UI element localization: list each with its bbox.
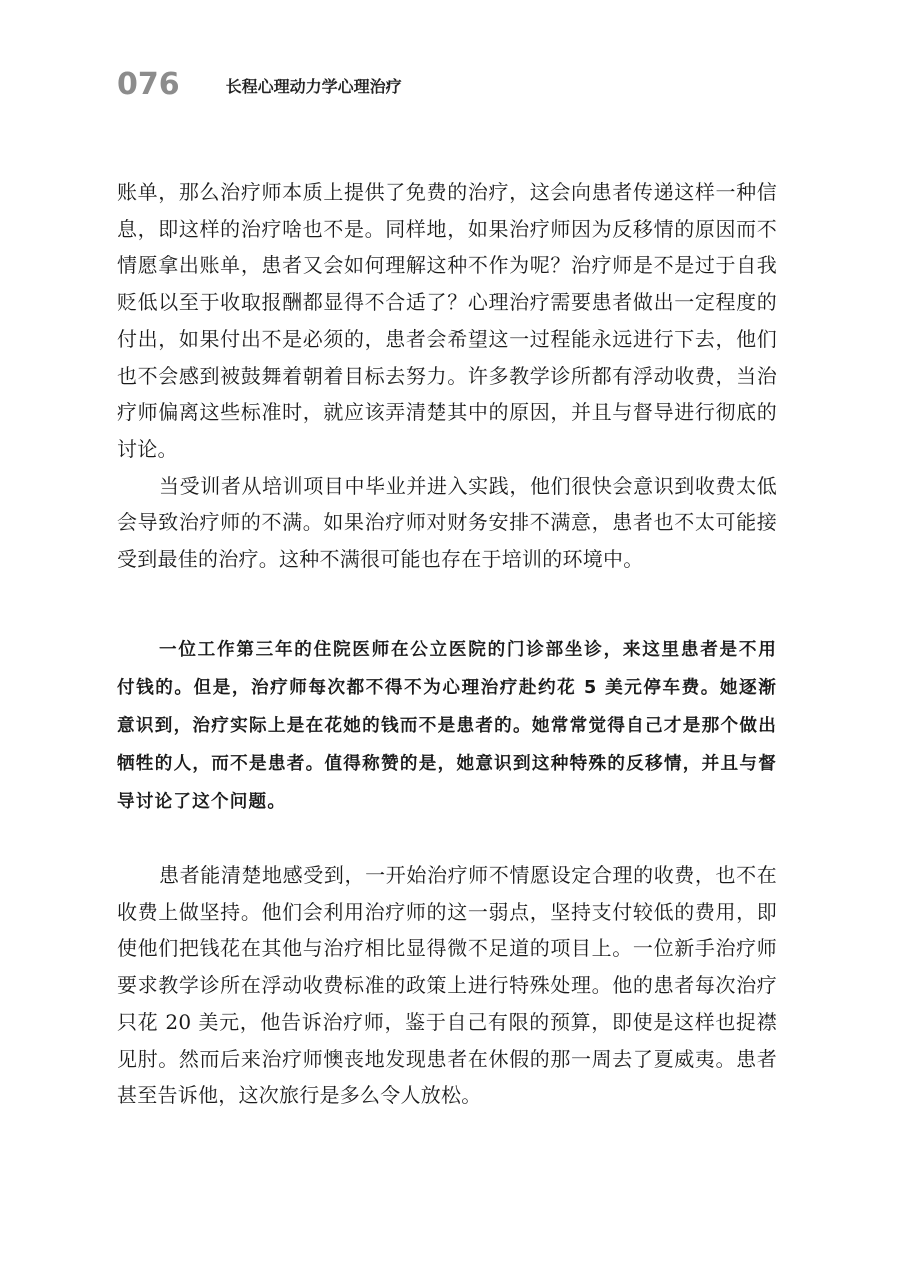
page-header <box>117 62 402 106</box>
case-example-block <box>117 631 777 821</box>
case-example-text: 一位工作第三年的住院医师在公立医院的门诊部坐诊，来这里患者是不用付钱的。但是，治疗师每次都不得不为心理治疗赴约花 5 美元停车费。她逐渐意识到，治疗实际上是在花她的钱而不是患者的。她常常觉得自己才是那个做出牺牲的人，而不是患者。值得称赞的是，她意识到这种特殊的反移情，并且与督导讨论了这个问题。 <box>117 640 777 812</box>
book-title: 长程心理动力学心理治疗 <box>225 76 402 96</box>
paragraph-1: 账单，那么治疗师本质上提供了免费的治疗，这会向患者传递这样一种信息，即这样的治疗啥也不是。同样地，如果治疗师因为反移情的原因而不情愿拿出账单，患者又会如何理解这种不作为呢？治疗师是不是过于自我贬低以至于收取报酬都显得不合适了？心理治疗需要患者做出一定程度的付出，如果付出不是必须的，患者会希望这一过程能永远进行下去，他们也不会感到被鼓舞着朝着目标去努力。许多教学诊所都有浮动收费，当治疗师偏离这些标准时，就应该弄清楚其中的原因，并且与督导进行彻底的讨论。 <box>117 180 777 461</box>
paragraph-3: 患者能清楚地感受到，一开始治疗师不情愿设定合理的收费，也不在收费上做坚持。他们会利用治疗师的这一弱点，坚持支付较低的费用，即使他们把钱花在其他与治疗相比显得微不足道的项目上。一位新手治疗师要求教学诊所在浮动收费标准的政策上进行特殊处理。他的患者每次治疗只花 20 美元，他告诉治疗师，鉴于自己有限的预算，即使是这样也捉襟见肘。然而后来治疗师懊丧地发现患者在休假的那一周去了夏威夷。患者甚至告诉他，这次旅行是多么令人放松。 <box>117 863 777 1108</box>
main-text-top <box>117 174 777 578</box>
paragraph-2: 当受训者从培训项目中毕业并进入实践，他们很快会意识到收费太低会导致治疗师的不满。如果治疗师对财务安排不满意，患者也不太可能接受到最佳的治疗。这种不满很可能也存在于培训的环境中。 <box>117 473 777 572</box>
main-text-bottom <box>117 857 777 1114</box>
page-number: 076 <box>117 66 180 102</box>
